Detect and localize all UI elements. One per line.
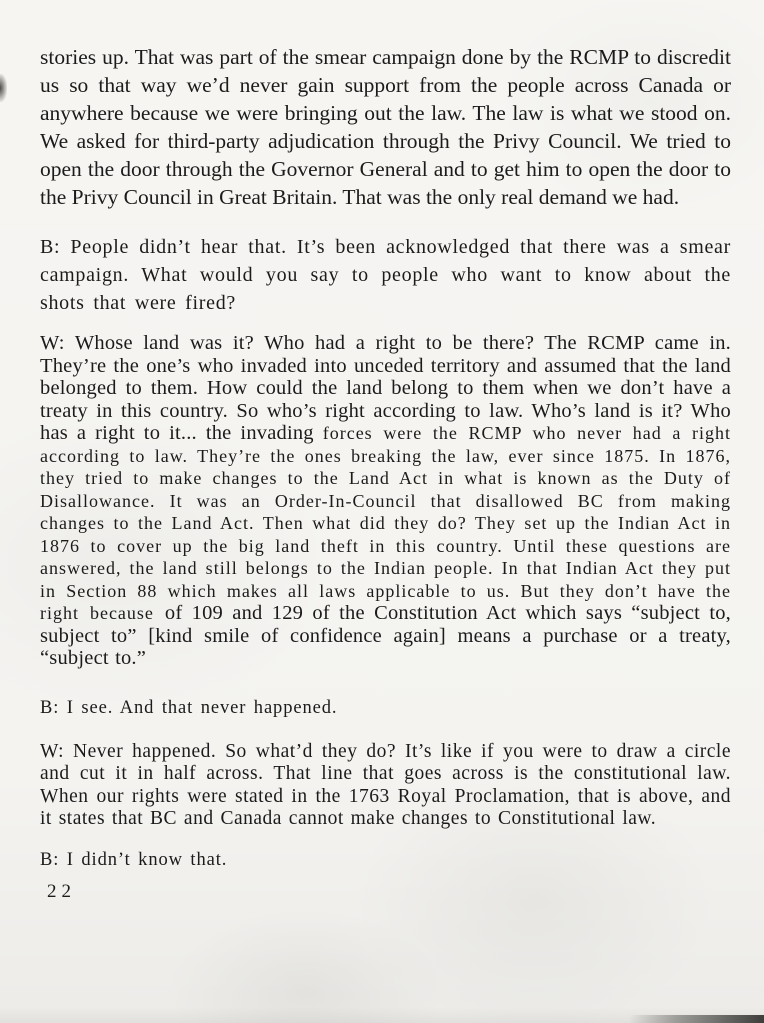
page-text-block [40, 43, 731, 903]
paragraph-b-acknowledgement: B: I see. And that never happened. [40, 697, 338, 718]
page-number: 22 [47, 880, 76, 902]
paragraph-w-answer [40, 333, 731, 671]
scan-artifact-left-edge-mark [0, 74, 7, 102]
paragraph-b-closing: B: I didn’t know that. [40, 849, 228, 870]
scan-artifact-bottom-right-strip [629, 1015, 764, 1023]
paragraph-w-continuation: stories up. That was part of the smear campaign done by the RCMP to discredit us so that way we’d never gain support from the people across Canada or anywhere because we were bringing out the law. The law is what we stood on. We asked for third-party adjudication through the Privy Council. We tried to open the door through the Governor General and to get him to open the door to the Privy Council in Great Britain. That was the only real demand we had. [40, 45, 731, 209]
paragraph-b-question: B: People didn’t hear that. It’s been acknowledged that there was a smear campaign. What would you say to people who want to know about the shots that were fired? [40, 236, 731, 314]
paragraph-w-answer-part-1: W: Whose land was it? Who had a right to be there? The RCMP came in. They’re the one’s who invaded into unceded territory and assumed that the land belonged to them. How could the land belong to them when we don’t have a treaty in this country. So who’s right according to law. Who’s land is it? Who has a right to it... the invading [40, 332, 731, 444]
paragraph-w-answer-part-3: of 109 and 129 of the Constitution Act which says “subject to, subject to” [kind smile of confidence again] means a purchase or a treaty, “subject to.” [40, 602, 731, 669]
paragraph-w-answer-part-2: forces were the RCMP who never had a right according to law. They’re the ones breaking the law, ever since 1875. In 1876, they tried to make changes to the Land Act in what is known as the Duty of Disallowance. It was an Order-In-Council that disallowed BC from making changes to the Land Act. Then what did they do? They set up the Indian Act in 1876 to cover up the big land theft in this country. Until these questions are answered, the land still belongs to the Indian people. In that Indian Act they put in Section 88 which makes all laws applicable to us. But they don’t have the right because [40, 423, 731, 623]
paragraph-w-circle-analogy: W: Never happened. So what’d they do? It’s like if you were to draw a circle and cut it in half across. That line that goes across is the constitutional law. When our rights were stated in the 1763 Royal Proclamation, that is above, and it states that BC and Canada cannot make changes to Constitutional law. [40, 740, 731, 829]
